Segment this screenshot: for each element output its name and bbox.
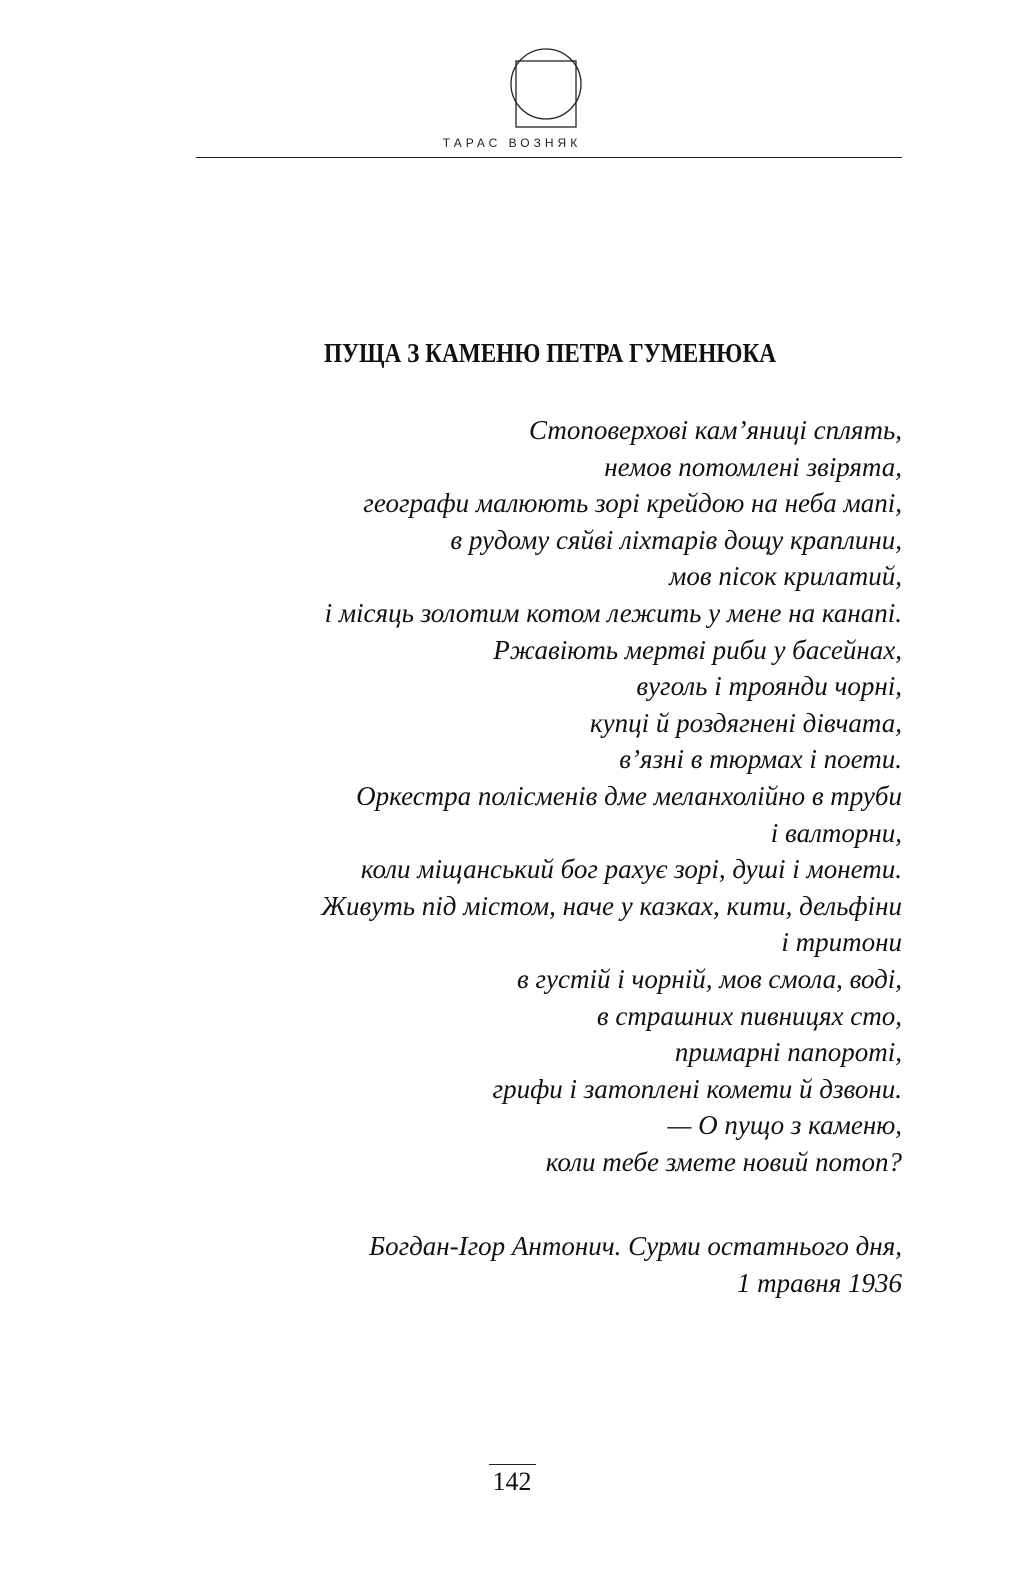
poem-epigraph xyxy=(142,412,902,1180)
poem-line: коли міщанський бог рахує зорі, душі і монети. xyxy=(360,854,902,885)
poem-line: Ржавіють мертві риби у басейнах, xyxy=(493,634,902,665)
page-number: 142 xyxy=(489,1464,536,1499)
poem-line: Живуть під містом, наче у казках, кити, дельфіни xyxy=(321,890,902,921)
poem-line: і валторни, xyxy=(770,817,902,848)
poem-line: Оркестра полісменів дме меланхолійно в труби xyxy=(356,780,902,811)
poem-line: в рудому сяйві ліхтарів дощу краплини, xyxy=(450,524,902,555)
page-number-footer xyxy=(0,1464,1024,1499)
poem-line: вуголь і троянди чорні, xyxy=(636,671,902,702)
poem-line: в густій і чорній, мов смола, воді, xyxy=(516,963,902,994)
poem-line: Стоповерхові кам’яниці сплять, xyxy=(528,415,902,445)
poem-line: в страшних пивницях сто, xyxy=(596,1000,902,1031)
poem-line: — О пущо з каменю, xyxy=(667,1110,902,1141)
poem-line: грифи і затоплені комети й дзвони. xyxy=(492,1073,902,1104)
poem-line: в’язні в тюрмах і поети. xyxy=(619,744,902,775)
poem-line: коли тебе змете новий потоп? xyxy=(545,1146,902,1177)
header-divider xyxy=(196,157,902,158)
poem-line: мов пісок крилатий, xyxy=(669,561,902,592)
poem-title: ПУЩА З КАМЕНЮ ПЕТРА ГУМЕНЮКА xyxy=(323,338,777,368)
poem-line: примарні папороті, xyxy=(674,1037,902,1068)
source-date: 1 травня 1936 xyxy=(736,1268,902,1298)
poem-source-attribution xyxy=(142,1228,902,1302)
source-author-work: Богдан-Ігор Антонич. Сурми остатнього дня, xyxy=(369,1231,902,1261)
poem-line: і місяць золотим котом лежить у мене на канапі. xyxy=(324,597,902,628)
poem-line: купці й роздягнені дівчата, xyxy=(589,707,902,738)
poem-line: і тритони xyxy=(781,927,902,958)
poem-line: географи малюють зорі крейдою на неба мапі, xyxy=(363,488,902,519)
running-head-author: ТАРАС ВОЗНЯК xyxy=(442,136,582,150)
poem-line: немов потомлені звірята, xyxy=(604,451,902,482)
circle-square-emblem-icon xyxy=(510,48,582,128)
